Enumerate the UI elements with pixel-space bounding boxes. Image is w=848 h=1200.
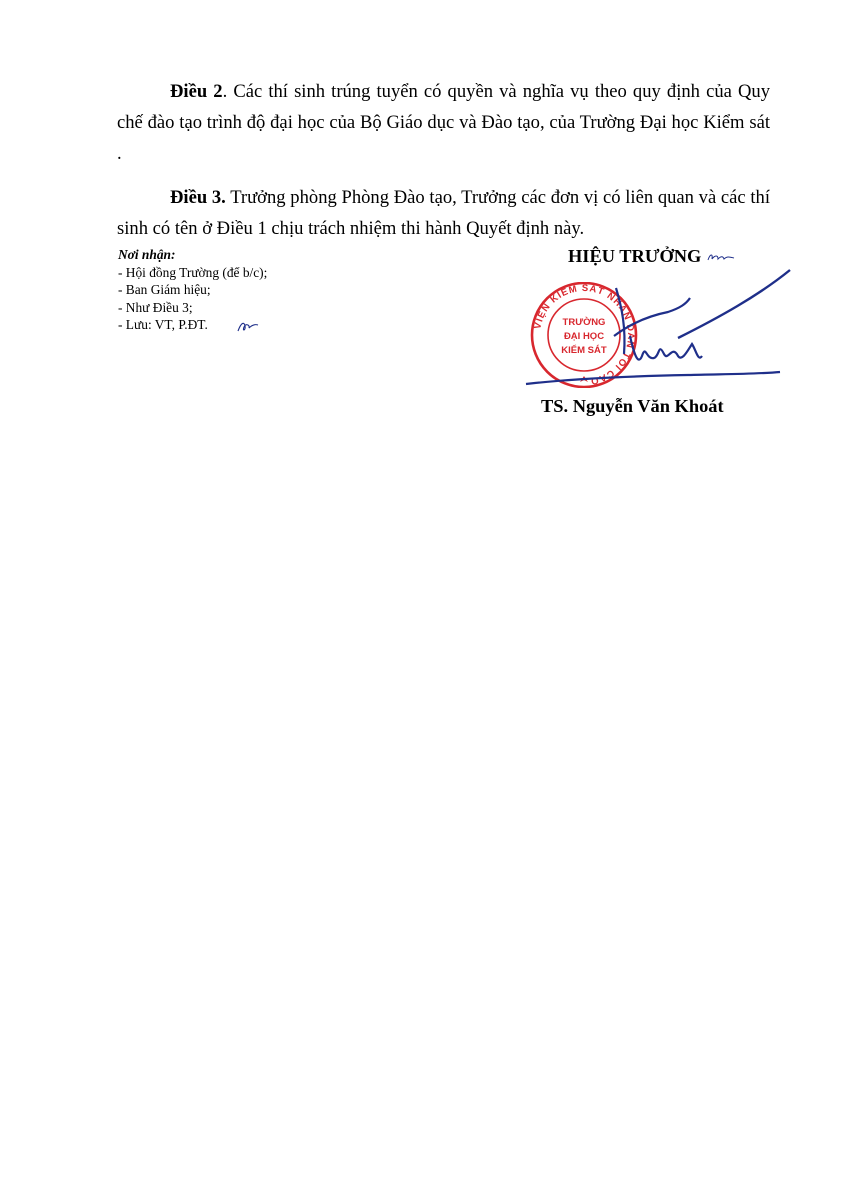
recipients-heading: Nơi nhận: <box>118 247 176 262</box>
seal-center-line: KIỂM SÁT <box>561 345 607 356</box>
recipient-item: - Hội đồng Trường (để b/c); <box>118 264 268 280</box>
seal-center-line: ĐẠI HỌC <box>563 331 605 342</box>
article-2-label: Điều 2 <box>170 81 223 102</box>
handwritten-initial <box>236 319 260 335</box>
seal-ring-text: VIỆN KIỂM SÁT NHÂN DÂN TỐI CAO <box>532 282 637 387</box>
article-3-text: Trưởng phòng Phòng Đào tạo, Trưởng các đơn vị có liên quan và các thí sinh có tên ở Điều 1 chịu trách nhiệm thi hành Quyết định này. <box>117 187 771 239</box>
recipient-item: - Ban Giám hiệu; <box>118 282 211 298</box>
signer-name: TS. Nguyễn Văn Khoát <box>541 396 724 416</box>
article-2-paragraph <box>117 76 770 169</box>
recipient-item: - Lưu: VT, P.ĐT. <box>118 317 208 333</box>
article-3-label: Điều 3. <box>170 187 226 208</box>
article-2-text: . Các thí sinh trúng tuyển có quyền và nghĩa vụ theo quy định của Quy chế đào tạo trình độ đại học của Bộ Giáo dục và Đào tạo, của Trường Đại học Kiểm sát . <box>117 81 770 164</box>
recipient-item: - Như Điều 3; <box>118 299 193 315</box>
handwritten-signature <box>518 258 798 388</box>
seal-center-line: TRƯỜNG <box>562 317 606 328</box>
signature-title: HIỆU TRƯỞNG <box>568 246 702 266</box>
article-3-paragraph <box>117 182 770 244</box>
